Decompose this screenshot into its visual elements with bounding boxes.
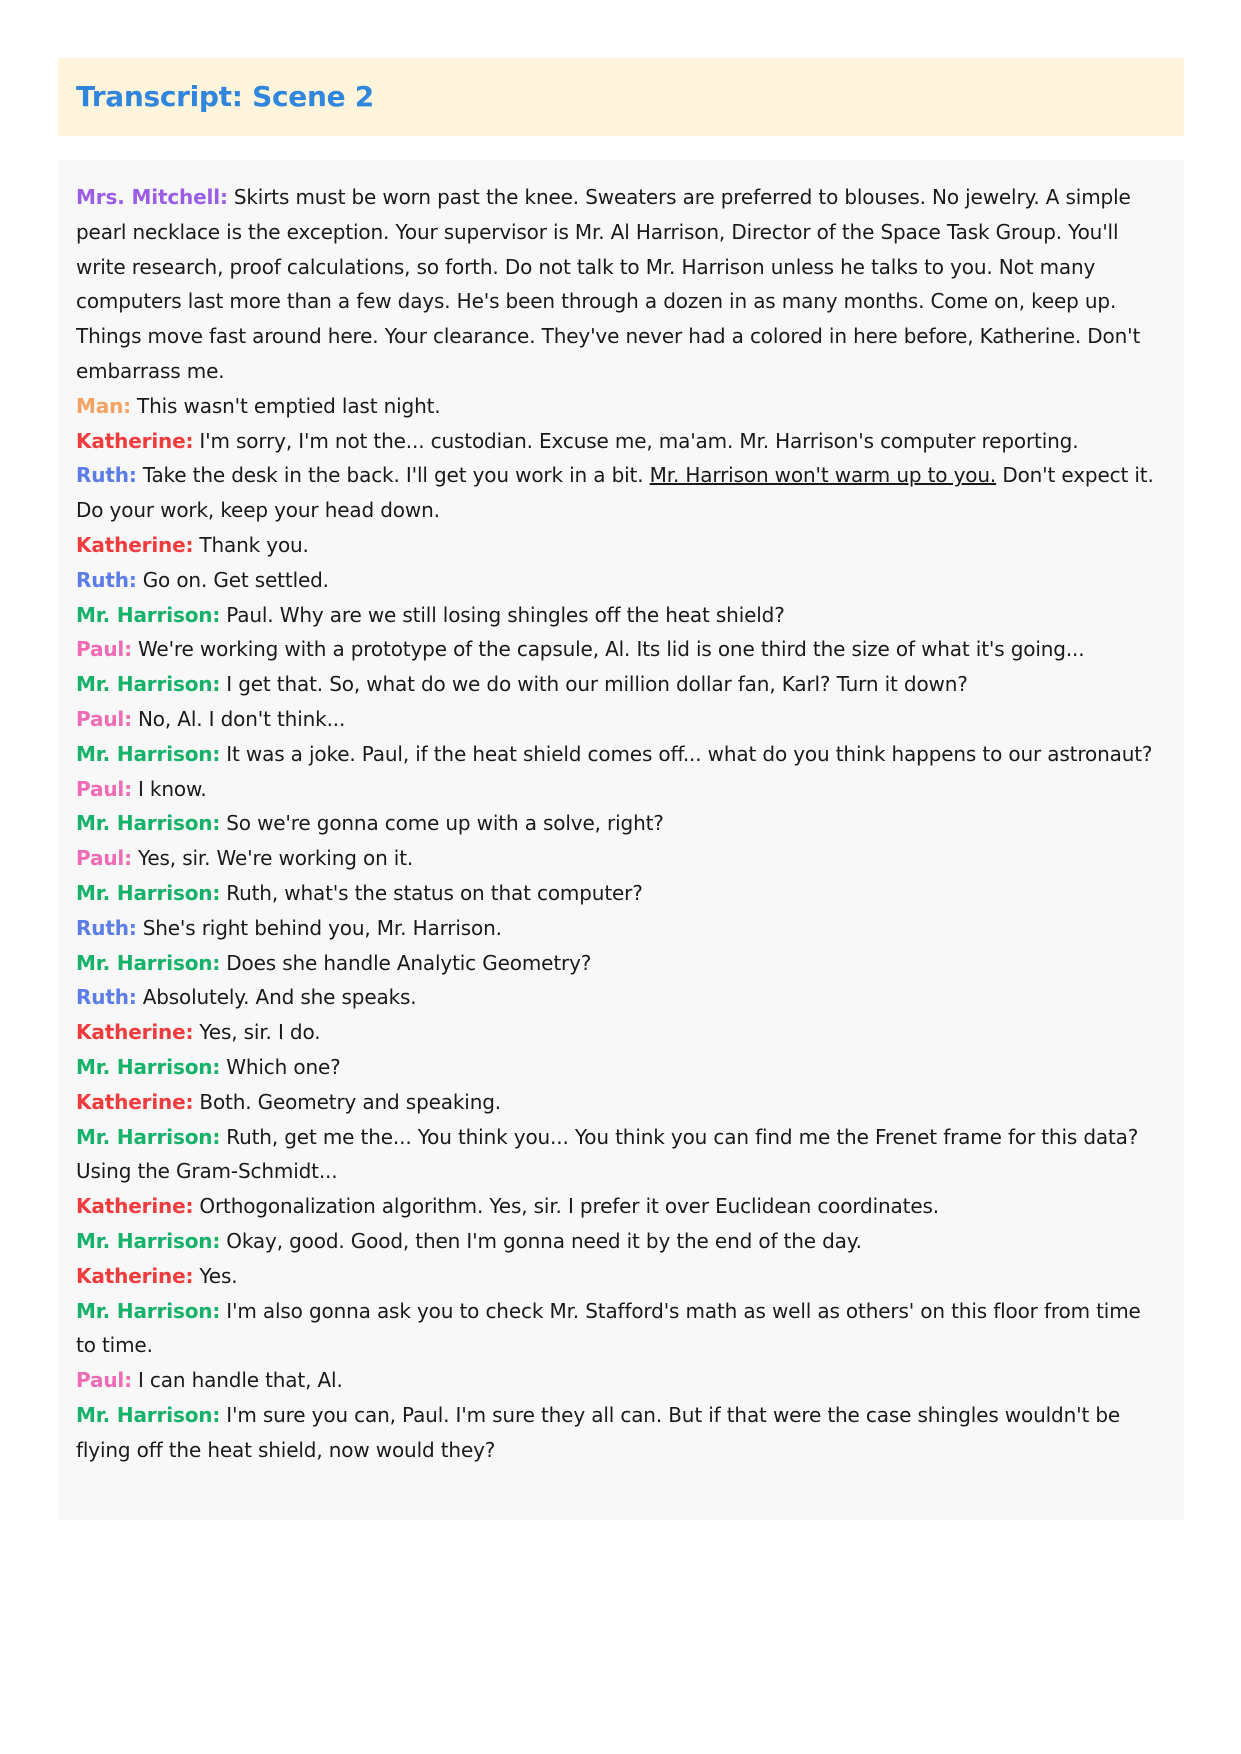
transcript-line (76, 1015, 1166, 1050)
dialogue-text: Orthogonalization algorithm. Yes, sir. I prefer it over Euclidean coordinates. (199, 1194, 939, 1219)
transcript-line (76, 632, 1166, 667)
title-banner (58, 58, 1184, 136)
speaker-name: Paul: (76, 637, 132, 662)
speaker-name: Ruth: (76, 985, 137, 1010)
dialogue-text: She's right behind you, Mr. Harrison. (142, 915, 502, 940)
dialogue-text: Skirts must be worn past the knee. Sweaters are preferred to blouses. No jewelry. A simple pearl necklace is the exception. Your supervisor is Mr. Al Harrison, Director of the Space Task Group. You'll write research, proof calculations, so forth. Do not talk to Mr. Harrison unless he talks to you. Not many computers last more than a few days. He's been through a dozen in as many months. Come on, keep up. Things move fast around here. Your clearance. They've never had a colored in here before, Katherine. Don't embarrass me. (76, 185, 1141, 383)
speaker-name: Mr. Harrison: (76, 1402, 221, 1427)
transcript-line (76, 1050, 1166, 1085)
transcript-line (76, 180, 1166, 389)
speaker-name: Mr. Harrison: (76, 880, 221, 905)
speaker-name: Katherine: (76, 1089, 194, 1114)
dialogue-text: Okay, good. Good, then I'm gonna need it by the end of the day. (226, 1228, 862, 1253)
speaker-name: Mr. Harrison: (76, 672, 221, 697)
transcript-line (76, 598, 1166, 633)
dialogue-text-continued: Don't expect it. Do your work, keep your head down. (76, 463, 1154, 523)
dialogue-text: I'm sorry, I'm not the... custodian. Excuse me, ma'am. Mr. Harrison's computer reporting. (199, 428, 1079, 453)
dialogue-text: Ruth, get me the... You think you... You think you can find me the Frenet frame for this data? Using the Gram-Schmidt... (76, 1124, 1139, 1184)
transcript-line (76, 424, 1166, 459)
dialogue-text: Both. Geometry and speaking. (199, 1089, 501, 1114)
transcript-line (76, 772, 1166, 807)
transcript-line (76, 946, 1166, 981)
dialogue-text: Yes. (199, 1263, 238, 1288)
speaker-name: Mr. Harrison: (76, 741, 221, 766)
transcript-line (76, 1189, 1166, 1224)
dialogue-text: I get that. So, what do we do with our million dollar fan, Karl? Turn it down? (226, 672, 968, 697)
speaker-name: Ruth: (76, 463, 137, 488)
underlined-dialogue-text: Mr. Harrison won't warm up to you. (649, 463, 997, 488)
dialogue-text: I can handle that, Al. (137, 1368, 343, 1393)
speaker-name: Katherine: (76, 1194, 194, 1219)
transcript-line (76, 667, 1166, 702)
dialogue-text: Yes, sir. We're working on it. (137, 846, 414, 871)
dialogue-text: I'm sure you can, Paul. I'm sure they all can. But if that were the case shingles wouldn't be flying off the heat shield, now would they? (76, 1402, 1121, 1462)
transcript-line (76, 1085, 1166, 1120)
speaker-name: Paul: (76, 1368, 132, 1393)
speaker-name: Mrs. Mitchell: (76, 185, 228, 209)
speaker-name: Mr. Harrison: (76, 602, 221, 627)
speaker-name: Katherine: (76, 532, 194, 557)
speaker-name: Mr. Harrison: (76, 1228, 221, 1253)
speaker-name: Mr. Harrison: (76, 1054, 221, 1079)
dialogue-text: Does she handle Analytic Geometry? (226, 950, 592, 975)
transcript-line (76, 1398, 1166, 1468)
speaker-name: Man: (76, 393, 132, 418)
speaker-name: Mr. Harrison: (76, 1298, 221, 1323)
dialogue-text: So we're gonna come up with a solve, right? (226, 811, 664, 836)
transcript-line (76, 911, 1166, 946)
dialogue-text: Thank you. (199, 532, 309, 557)
speaker-name: Ruth: (76, 567, 137, 592)
dialogue-text: Which one? (226, 1054, 341, 1079)
speaker-name: Mr. Harrison: (76, 950, 221, 975)
transcript-line (76, 1294, 1166, 1364)
dialogue-text: We're working with a prototype of the capsule, Al. Its lid is one third the size of what it's going... (137, 637, 1085, 662)
speaker-name: Paul: (76, 706, 132, 731)
speaker-name: Mr. Harrison: (76, 1124, 221, 1149)
dialogue-text: This wasn't emptied last night. (137, 393, 441, 418)
dialogue-text: Absolutely. And she speaks. (142, 985, 417, 1010)
transcript-line (76, 841, 1166, 876)
speaker-name: Katherine: (76, 1020, 194, 1045)
speaker-name: Paul: (76, 776, 132, 801)
dialogue-text: Take the desk in the back. I'll get you work in a bit. (142, 463, 644, 488)
dialogue-text: I know. (137, 776, 207, 801)
transcript-line (76, 458, 1166, 528)
transcript-line (76, 702, 1166, 737)
transcript-line (76, 389, 1166, 424)
transcript-line (76, 528, 1166, 563)
page-title: Transcript: Scene 2 (76, 80, 374, 113)
speaker-name: Paul: (76, 846, 132, 871)
transcript-line (76, 1120, 1166, 1190)
transcript-panel (58, 160, 1184, 1520)
transcript-line (76, 1363, 1166, 1398)
speaker-name: Mr. Harrison: (76, 811, 221, 836)
dialogue-text: I'm also gonna ask you to check Mr. Stafford's math as well as others' on this floor from time to time. (76, 1298, 1141, 1358)
transcript-line (76, 1224, 1166, 1259)
dialogue-text: It was a joke. Paul, if the heat shield comes off... what do you think happens to our astronaut? (226, 741, 1153, 766)
speaker-name: Katherine: (76, 428, 194, 453)
transcript-line (76, 737, 1166, 772)
dialogue-text: Yes, sir. I do. (199, 1020, 321, 1045)
dialogue-text: Paul. Why are we still losing shingles off the heat shield? (226, 602, 785, 627)
dialogue-text: No, Al. I don't think... (137, 706, 346, 731)
transcript-line (76, 806, 1166, 841)
speaker-name: Katherine: (76, 1263, 194, 1288)
transcript-line (76, 876, 1166, 911)
dialogue-text: Go on. Get settled. (142, 567, 329, 592)
transcript-line (76, 563, 1166, 598)
speaker-name: Ruth: (76, 915, 137, 940)
dialogue-text: Ruth, what's the status on that computer? (226, 880, 643, 905)
transcript-line (76, 980, 1166, 1015)
transcript-line (76, 1259, 1166, 1294)
